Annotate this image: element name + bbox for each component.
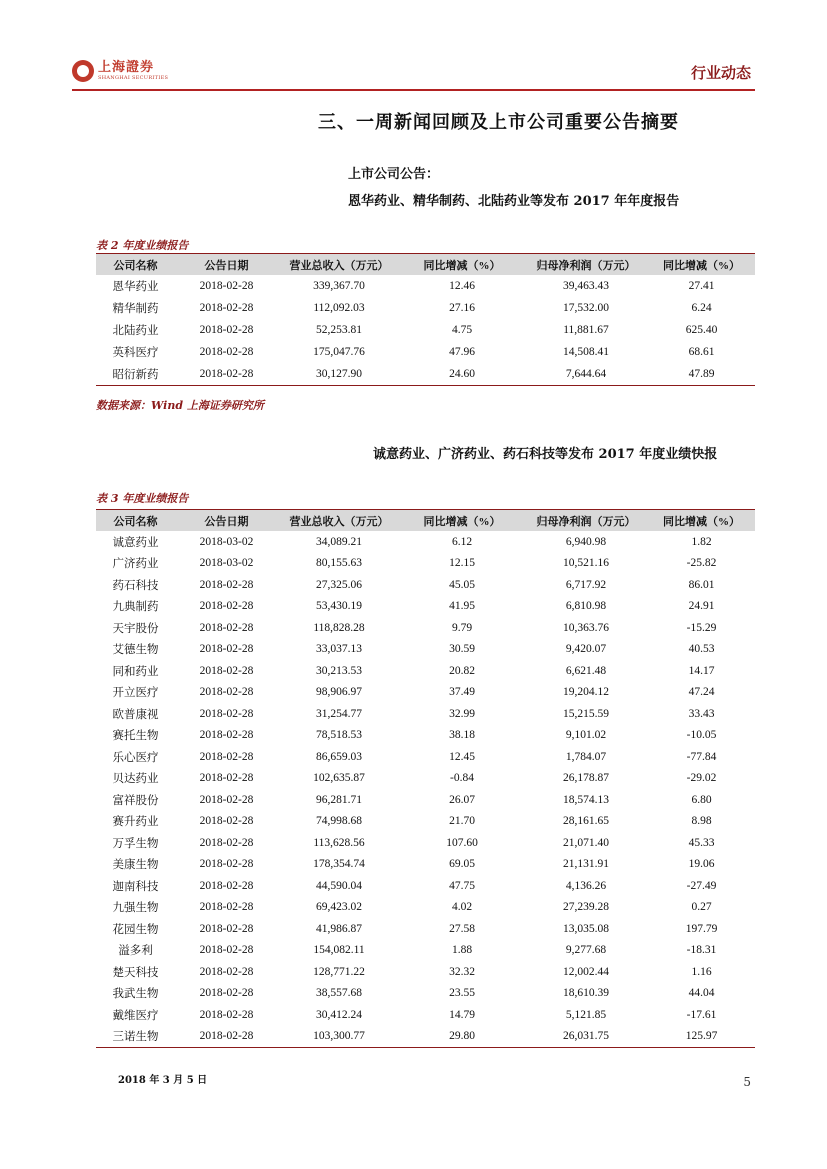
- column-header: 同比增减（%）: [400, 254, 524, 276]
- table-caption-2: 表 3 年度业绩报告: [96, 492, 189, 505]
- table-cell: 12.15: [449, 557, 475, 570]
- table-cell: 12.46: [449, 280, 475, 292]
- table-cell: 23.55: [449, 987, 475, 1000]
- table-cell: 107.60: [446, 836, 478, 849]
- table-cell: 2018-02-28: [199, 965, 254, 978]
- table-row: [96, 660, 755, 682]
- table-cell: 47.75: [449, 879, 475, 892]
- table-cell: 2018-02-28: [199, 750, 254, 763]
- table-cell: 13,035.08: [563, 922, 609, 935]
- table-cell: 27,239.28: [563, 901, 609, 914]
- table-cell: 39,463.43: [563, 280, 609, 292]
- table-cell: 2018-02-28: [199, 987, 254, 1000]
- table-row: [96, 940, 755, 962]
- table-row: [96, 574, 755, 596]
- page-number: 5: [743, 1075, 751, 1089]
- table-row: [96, 768, 755, 790]
- table-cell: 30,412.24: [316, 1008, 362, 1021]
- table-cell: 2018-02-28: [175, 363, 278, 386]
- table-cell: -18.31: [686, 944, 717, 957]
- table-row: [96, 319, 755, 341]
- table-cell: 45.33: [688, 836, 715, 849]
- column-header: 同比增减（%）: [400, 510, 524, 532]
- table-cell: 34,089.21: [316, 535, 362, 548]
- table-cell: 2018-02-28: [199, 858, 254, 871]
- table-cell: 24.91: [688, 600, 715, 613]
- table-row: [96, 596, 755, 618]
- table-cell: 6.80: [691, 793, 712, 806]
- table-header-row: [96, 254, 755, 276]
- company-name-cell: 九强生物: [112, 902, 159, 915]
- table-cell: 14,508.41: [563, 346, 609, 358]
- table-row: [96, 531, 755, 553]
- table-cell: 15,215.59: [563, 707, 609, 720]
- table-row: [96, 363, 755, 386]
- table-cell: 2018-02-28: [199, 772, 254, 785]
- table-cell: 6.24: [691, 302, 712, 314]
- table-cell: 74,998.68: [316, 815, 362, 828]
- table-cell: 2018-02-28: [199, 707, 254, 720]
- company-name-cell: 艾德生物: [112, 644, 159, 657]
- company-name-cell: 九典制药: [112, 601, 159, 614]
- company-name-cell: 三诺生物: [96, 1026, 175, 1048]
- company-name-cell: 迦南科技: [112, 880, 159, 893]
- table-cell: 2018-02-28: [199, 600, 254, 613]
- company-name-cell: 精华制药: [112, 303, 159, 315]
- table-row: [96, 1004, 755, 1026]
- table-cell: 33,037.13: [316, 643, 362, 656]
- table-cell: 2018-02-28: [199, 922, 254, 935]
- company-name-cell: 美康生物: [112, 859, 159, 872]
- table-cell: 24.60: [400, 363, 524, 386]
- table-cell: 19,204.12: [563, 686, 609, 699]
- table-cell: -17.61: [686, 1008, 717, 1021]
- table-cell: 125.97: [648, 1026, 755, 1048]
- table-cell: 86.01: [688, 578, 715, 591]
- table-cell: 96,281.71: [316, 793, 362, 806]
- table-cell: 52,253.81: [316, 324, 362, 336]
- table-cell: 7,644.64: [524, 363, 648, 386]
- table-cell: 26,178.87: [563, 772, 609, 785]
- table-row: [96, 341, 755, 363]
- table-header-row: [96, 510, 755, 532]
- table-cell: 2018-02-28: [175, 1026, 278, 1048]
- column-header: 营业总收入（万元）: [278, 254, 400, 276]
- table-caption-1: 表 2 年度业绩报告: [96, 239, 189, 252]
- column-header: 归母净利润（万元）: [524, 254, 648, 276]
- table-row: [96, 875, 755, 897]
- table-cell: -10.05: [686, 729, 717, 742]
- table-cell: 78,518.53: [316, 729, 362, 742]
- table-cell: 118,828.28: [313, 621, 365, 634]
- table-row: [96, 553, 755, 575]
- table-cell: 175,047.76: [313, 346, 365, 358]
- table-cell: 12,002.44: [563, 965, 609, 978]
- table-cell: 27.41: [688, 280, 715, 292]
- table-cell: 17,532.00: [563, 302, 609, 314]
- table-row: [96, 854, 755, 876]
- company-name-cell: 药石科技: [112, 579, 159, 592]
- company-name-cell: 赛托生物: [112, 730, 159, 743]
- table-cell: 9,277.68: [565, 944, 607, 957]
- table-cell: 26,031.75: [524, 1026, 648, 1048]
- table-cell: 6,717.92: [565, 578, 607, 591]
- table-cell: 1,784.07: [565, 750, 607, 763]
- table-cell: 1.82: [691, 535, 712, 548]
- table-cell: 9.79: [451, 621, 473, 634]
- table-cell: 28,161.65: [563, 815, 609, 828]
- report-category: 行业动态: [690, 64, 751, 82]
- table-cell: 2018-02-28: [199, 815, 254, 828]
- table-cell: 1.16: [691, 965, 712, 978]
- table-row: [96, 639, 755, 661]
- table-cell: 41.95: [449, 600, 475, 613]
- table-cell: 18,574.13: [563, 793, 609, 806]
- table-cell: 339,367.70: [313, 280, 365, 292]
- column-header: 公告日期: [175, 510, 278, 532]
- table-cell: 2018-02-28: [199, 1008, 254, 1021]
- logo-emblem-icon: [72, 60, 94, 82]
- table-cell: 27,325.06: [316, 578, 362, 591]
- company-name-cell: 欧普康视: [112, 708, 159, 721]
- table-cell: 4,136.26: [565, 879, 607, 892]
- subheading-announcements: 上市公司公告：: [348, 167, 440, 182]
- company-name-cell: 昭衍新药: [96, 363, 175, 386]
- header-divider: [72, 89, 755, 91]
- company-name-cell: 我武生物: [112, 988, 159, 1001]
- company-name-cell: 花园生物: [112, 923, 159, 936]
- table-cell: 197.79: [685, 922, 718, 935]
- table-cell: 53,430.19: [316, 600, 362, 613]
- company-name-cell: 贝达药业: [112, 773, 159, 786]
- company-name-cell: 富祥股份: [112, 794, 159, 807]
- table-cell: 11,881.67: [563, 324, 609, 336]
- table-cell: 21.70: [449, 815, 475, 828]
- table-cell: 2018-02-28: [199, 879, 254, 892]
- table-row: [96, 811, 755, 833]
- table-cell: 2018-03-02: [199, 557, 254, 570]
- table-cell: 2018-02-28: [199, 944, 254, 957]
- table-cell: 2018-02-28: [199, 729, 254, 742]
- table-cell: 38,557.68: [316, 987, 362, 1000]
- table-cell: 9,101.02: [565, 729, 607, 742]
- table-cell: 2018-02-28: [199, 280, 254, 292]
- table-row: [96, 918, 755, 940]
- table-cell: 178,354.74: [313, 858, 365, 871]
- table-cell: 14.79: [449, 1008, 475, 1021]
- table-cell: 103,300.77: [278, 1026, 400, 1048]
- table-cell: 6,810.98: [565, 600, 607, 613]
- table-cell: 21,131.91: [563, 858, 609, 871]
- table-row: [96, 897, 755, 919]
- table-cell: 32.32: [449, 965, 475, 978]
- table-cell: 10,521.16: [563, 557, 609, 570]
- company-name-cell: 恩华药业: [112, 281, 159, 293]
- table-cell: 33.43: [688, 707, 715, 720]
- table-cell: 102,635.87: [313, 772, 365, 785]
- table-cell: 128,771.22: [313, 965, 365, 978]
- table-cell: 30,213.53: [316, 664, 362, 677]
- table-cell: 38.18: [449, 729, 475, 742]
- table-cell: 2018-02-28: [199, 324, 254, 336]
- table-row: [96, 682, 755, 704]
- table-row: [96, 617, 755, 639]
- table-cell: 20.82: [449, 664, 475, 677]
- data-source: 数据来源：Wind 上海证券研究所: [96, 399, 264, 412]
- table-cell: 31,254.77: [316, 707, 362, 720]
- table-cell: 12.45: [449, 750, 475, 763]
- column-header: 营业总收入（万元）: [278, 510, 400, 532]
- table-row: [96, 746, 755, 768]
- table-row: [96, 703, 755, 725]
- table-cell: 14.17: [688, 664, 715, 677]
- company-name-cell: 天宇股份: [112, 622, 159, 635]
- table-cell: 47.96: [449, 346, 475, 358]
- company-name-cell: 英科医疗: [112, 347, 159, 359]
- company-name-cell: 广济药业: [112, 558, 159, 571]
- table-cell: 37.49: [449, 686, 475, 699]
- table-cell: 4.02: [451, 901, 473, 914]
- table-cell: 2018-02-28: [199, 664, 254, 677]
- subheading-flash-reports: 诚意药业、广济药业、药石科技等发布 2017 年度业绩快报: [373, 447, 718, 462]
- table-cell: 27.16: [449, 302, 475, 314]
- table-cell: -15.29: [686, 621, 717, 634]
- table-row: [96, 1026, 755, 1048]
- table-cell: 47.89: [648, 363, 755, 386]
- table-cell: 30.59: [449, 643, 475, 656]
- table-cell: 44,590.04: [316, 879, 362, 892]
- table-cell: 9,420.07: [565, 643, 607, 656]
- table-cell: 113,628.56: [313, 836, 365, 849]
- table-cell: 69,423.02: [316, 901, 362, 914]
- company-name-cell: 溢多利: [118, 945, 153, 958]
- table-cell: 6,940.98: [565, 535, 607, 548]
- table-cell: 6.12: [451, 535, 473, 548]
- table-cell: 2018-02-28: [199, 836, 254, 849]
- table-cell: 1.88: [451, 944, 473, 957]
- table-row: [96, 789, 755, 811]
- table-cell: 26.07: [449, 793, 475, 806]
- company-logo: [72, 60, 168, 82]
- logo-text: 上海證券: [98, 60, 155, 75]
- table-row: [96, 297, 755, 319]
- company-name-cell: 同和药业: [112, 665, 159, 678]
- column-header: 同比增减（%）: [648, 510, 755, 532]
- table-cell: 5,121.85: [565, 1008, 607, 1021]
- column-header: 公司名称: [96, 510, 175, 532]
- company-name-cell: 开立医疗: [112, 687, 159, 700]
- annual-report-table: [96, 253, 755, 386]
- table-cell: 86,659.03: [316, 750, 362, 763]
- company-name-cell: 戴维医疗: [112, 1009, 159, 1022]
- table-cell: 2018-02-28: [199, 686, 254, 699]
- table-cell: 21,071.40: [563, 836, 609, 849]
- table-cell: 30,127.90: [278, 363, 400, 386]
- table-cell: 2018-02-28: [199, 578, 254, 591]
- column-header: 公告日期: [175, 254, 278, 276]
- table-cell: 2018-02-28: [199, 346, 254, 358]
- column-header: 归母净利润（万元）: [524, 510, 648, 532]
- report-date: 2018 年 3 月 5 日: [118, 1075, 208, 1086]
- table-row: [96, 961, 755, 983]
- table-row: [96, 832, 755, 854]
- table-cell: 29.80: [400, 1026, 524, 1048]
- table-cell: 8.98: [691, 815, 712, 828]
- company-name-cell: 万孚生物: [112, 837, 159, 850]
- table-cell: 154,082.11: [313, 944, 365, 957]
- table-cell: 18,610.39: [563, 987, 609, 1000]
- table-row: [96, 275, 755, 297]
- table-cell: 68.61: [688, 346, 715, 358]
- table-cell: 44.04: [688, 987, 715, 1000]
- table-cell: 2018-02-28: [199, 621, 254, 634]
- table-cell: 32.99: [449, 707, 475, 720]
- table-cell: 98,906.97: [316, 686, 362, 699]
- table-cell: 2018-02-28: [199, 643, 254, 656]
- flash-report-table: [96, 509, 755, 1048]
- table-cell: -29.02: [686, 772, 717, 785]
- company-name-cell: 乐心医疗: [112, 751, 159, 764]
- table-cell: 2018-03-02: [199, 535, 254, 548]
- table-cell: 2018-02-28: [199, 302, 254, 314]
- table-cell: 27.58: [449, 922, 475, 935]
- section-title: 三、一周新闻回顾及上市公司重要公告摘要: [318, 112, 679, 133]
- table-cell: 112,092.03: [313, 302, 365, 314]
- table-cell: 0.27: [691, 901, 712, 914]
- table-cell: -27.49: [686, 879, 717, 892]
- table-cell: -25.82: [686, 557, 717, 570]
- logo-subtext: SHANGHAI SECURITIES: [98, 75, 169, 81]
- table-cell: -77.84: [686, 750, 717, 763]
- table-cell: 10,363.76: [563, 621, 609, 634]
- company-name-cell: 赛升药业: [112, 816, 159, 829]
- table-cell: 4.75: [451, 324, 473, 336]
- table-cell: 69.05: [449, 858, 475, 871]
- table-cell: 47.24: [688, 686, 715, 699]
- table-row: [96, 725, 755, 747]
- table-cell: 19.06: [688, 858, 715, 871]
- column-header: 同比增减（%）: [648, 254, 755, 276]
- table-cell: 45.05: [449, 578, 475, 591]
- column-header: 公司名称: [96, 254, 175, 276]
- table-row: [96, 983, 755, 1005]
- table-cell: 40.53: [688, 643, 715, 656]
- table-cell: 625.40: [685, 324, 718, 336]
- table-cell: 2018-02-28: [199, 793, 254, 806]
- company-name-cell: 楚天科技: [112, 966, 159, 979]
- table-cell: -0.84: [450, 772, 474, 785]
- subheading-annual-reports: 恩华药业、精华制药、北陆药业等发布 2017 年年度报告: [348, 194, 680, 209]
- company-name-cell: 诚意药业: [112, 536, 159, 549]
- table-cell: 6,621.48: [565, 664, 607, 677]
- company-name-cell: 北陆药业: [112, 325, 159, 337]
- table-cell: 2018-02-28: [199, 901, 254, 914]
- table-cell: 80,155.63: [316, 557, 362, 570]
- table-cell: 41,986.87: [316, 922, 362, 935]
